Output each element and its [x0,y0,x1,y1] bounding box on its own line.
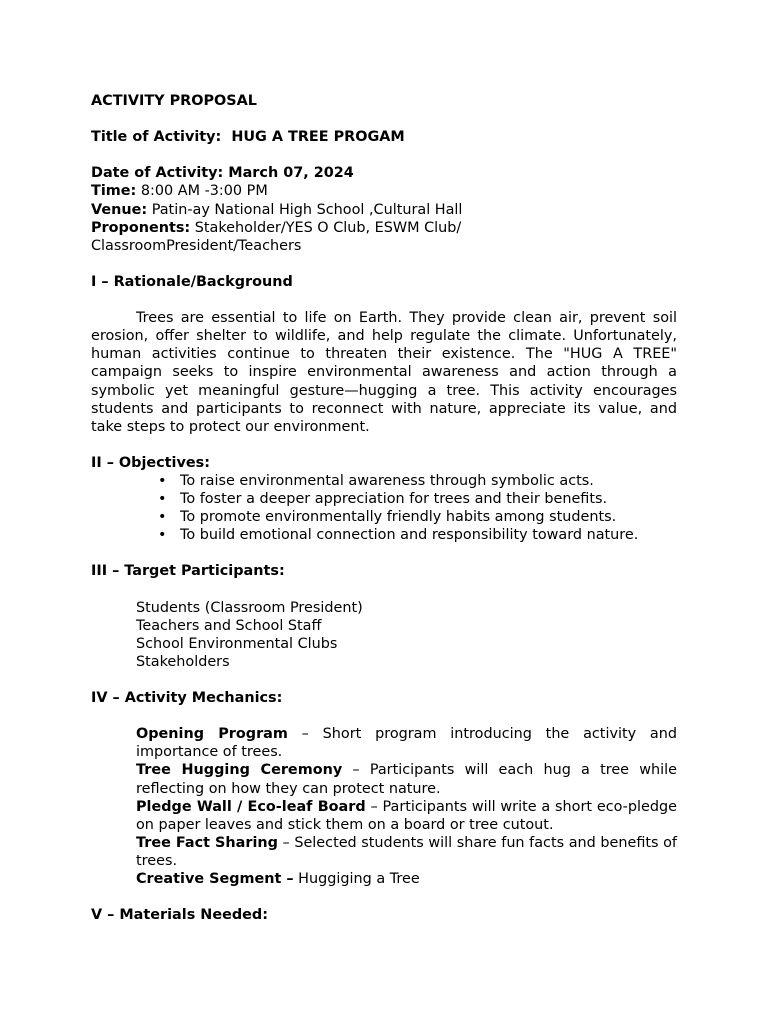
participants-list [91,599,677,671]
objective-text: To raise environmental awareness through symbolic acts. [180,472,594,489]
title-label: Title of Activity: [91,129,222,146]
list-item [136,798,677,834]
time-line [91,182,677,200]
time-value: 8:00 AM -3:00 PM [140,183,268,200]
mechanic-name: Tree Hugging Ceremony [136,762,343,779]
venue-label: Venue: [91,201,148,218]
date-line: Date of Activity: March 07, 2024 [91,165,354,182]
proponents-value-1: Stakeholder/YES O Club, ESWM Club/ [194,219,462,236]
objective-text: To foster a deeper appreciation for trees and their benefits. [180,491,608,508]
bullet-icon: • [158,472,167,489]
mechanic-name: Tree Fact Sharing [136,834,278,851]
rationale-paragraph: Trees are essential to life on Earth. They provide clean air, prevent soil erosion, offer shelter to wildlife, and help regulate the climate. Unfortunately, human activities continue to threaten their existence. The "HUG A TREE" campaign seeks to inspire environmental awareness and action through a symbolic yet meaningful gesture—hugging a tree. This activity encourages students and participants to reconnect with nature, appreciate its value, and take steps to protect our environment. [91,310,677,435]
mechanic-desc: – Selected students will share fun facts and benefits of trees. [136,834,677,869]
list-item: Students (Classroom President) [136,599,363,616]
mechanics-heading: IV – Activity Mechanics: [91,690,283,707]
venue-value: Patin-ay National High School ,Cultural Hall [151,201,463,218]
mechanic-desc: Huggiging a Tree [293,871,420,888]
list-item [158,472,677,490]
bullet-icon: • [158,527,167,544]
title-value: HUG A TREE PROGAM [231,129,405,146]
list-item: School Environmental Clubs [136,635,338,652]
mechanic-desc: – Participants will write a short eco-pledge on paper leaves and stick them on a board or tree cutout. [136,798,677,833]
bullet-icon: • [158,491,167,508]
list-item: Teachers and School Staff [136,617,322,634]
list-item [158,526,677,544]
list-item [136,870,677,888]
list-item [158,508,677,526]
list-item [136,761,677,797]
mechanic-name: Pledge Wall / Eco-leaf Board [136,798,366,815]
objective-text: To promote environmentally friendly habits among students. [180,509,617,526]
participants-heading: III – Target Participants: [91,563,285,580]
list-item: Stakeholders [136,653,230,670]
list-item [136,834,677,870]
objectives-heading: II – Objectives: [91,454,210,471]
rationale-heading: I – Rationale/Background [91,273,293,290]
objective-text: To build emotional connection and responsibility toward nature. [180,527,639,544]
document-title: ACTIVITY PROPOSAL [91,93,257,109]
bullet-icon: • [158,509,167,526]
time-label: Time: [91,183,137,200]
mechanic-name: Creative Segment – [136,871,294,888]
objectives-list [91,472,677,544]
proponents-label: Proponents: [91,219,191,236]
proponents-line [91,219,677,237]
mechanic-name: Opening Program [136,726,288,743]
list-item [136,725,677,761]
proponents-line-2: ClassroomPresident/Teachers [91,237,302,254]
mechanic-desc: – Short program introducing the activity and importance of trees. [136,726,677,761]
materials-heading: V – Materials Needed: [91,907,268,924]
activity-title-line [91,128,677,146]
mechanic-desc: – Participants will each hug a tree while reflecting on how they can protect nature. [136,762,677,797]
list-item [158,490,677,508]
venue-line [91,201,677,219]
mechanics-list [91,725,677,888]
